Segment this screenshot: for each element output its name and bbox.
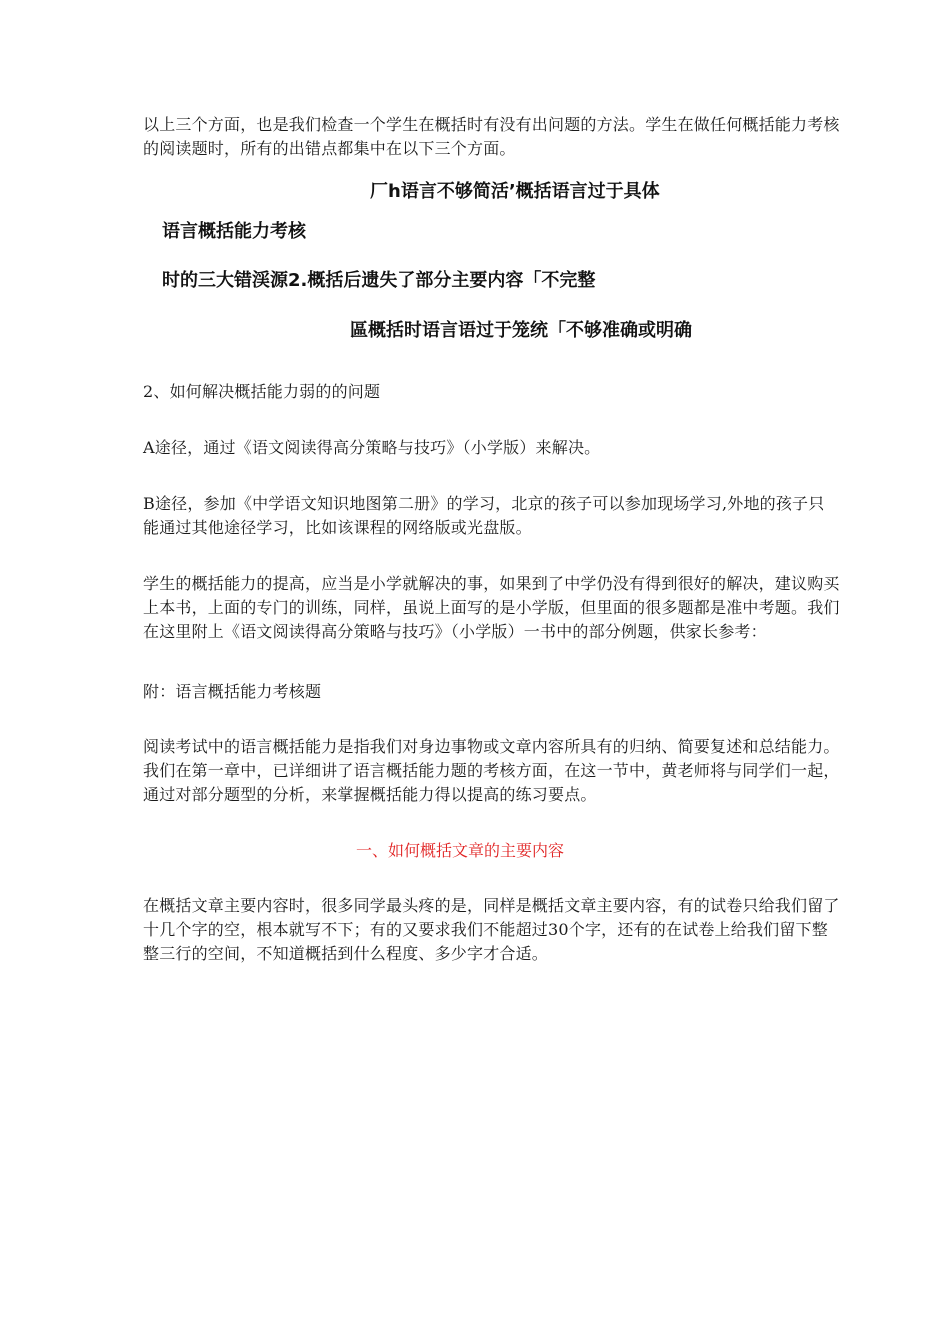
intro-line-1: 以上三个方面，也是我们检查一个学生在概括时有没有出问题的方法。学生在做任何概括能力考核 bbox=[143, 115, 840, 134]
recommendation-line-2: 上本书，上面的专门的训练，同样，虽说上面写的是小学版，但里面的很多题都是准中考题。我们 bbox=[143, 598, 840, 617]
closing-line-2: 十几个字的空，根本就写不下；有的又要求我们不能超过30个字，还有的在试卷上给我们留下整 bbox=[143, 920, 828, 939]
closing-paragraph bbox=[143, 894, 923, 966]
option-b-line-1: B途径，参加《中学语文知识地图第二册》的学习，北京的孩子可以参加现场学习,外地的孩子只 bbox=[143, 494, 825, 513]
diagram-branch-1: 厂h语言不够简活’概括语言过于具体 bbox=[370, 181, 660, 202]
appendix-label: 附：语言概括能力考核题 bbox=[143, 682, 322, 701]
closing-line-3: 整三行的空间，不知道概括到什么程度、多少字才合适。 bbox=[143, 944, 549, 963]
description-paragraph bbox=[143, 735, 923, 807]
option-b-line-2: 能通过其他途径学习，比如该课程的网络版或光盘版。 bbox=[143, 518, 532, 537]
option-b-paragraph bbox=[143, 492, 923, 540]
recommendation-line-1: 学生的概括能力的提高，应当是小学就解决的事，如果到了中学仍没有得到很好的解决，建议购买 bbox=[143, 574, 840, 593]
chapter-heading: 一、如何概括文章的主要内容 bbox=[356, 841, 565, 860]
diagram-root-label: 语言概括能力考核 bbox=[162, 221, 306, 242]
closing-line-1: 在概括文章主要内容时，很多同学最头疼的是，同样是概括文章主要内容，有的试卷只给我们留了 bbox=[143, 896, 840, 915]
section-2-title: 2、如何解决概括能力弱的的问题 bbox=[143, 382, 381, 401]
diagram-branch-2: 时的三大错渓源2.概括后遗失了部分主要内容「不完整 bbox=[162, 270, 596, 291]
option-a-paragraph: A途径，通过《语文阅读得高分策略与技巧》（小学版）来解决。 bbox=[143, 438, 601, 457]
recommendation-paragraph bbox=[143, 572, 923, 644]
description-line-1: 阅读考试中的语言概括能力是指我们对身边事物或文章内容所具有的归纳、简要复述和总结能力。 bbox=[143, 737, 840, 756]
description-line-2: 我们在第一章中，已详细讲了语言概括能力题的考核方面，在这一节中，黄老师将与同学们一起， bbox=[143, 761, 840, 780]
intro-paragraph bbox=[143, 113, 923, 161]
recommendation-line-3: 在这里附上《语文阅读得高分策略与技巧》（小学版）一书中的部分例题，供家长参考： bbox=[143, 622, 767, 641]
diagram-branch-3: 區概括时语言语过于笼统「不够准确或明确 bbox=[350, 320, 692, 341]
intro-line-2: 的阅读题时，所有的出错点都集中在以下三个方面。 bbox=[143, 139, 516, 158]
description-line-3: 通过对部分题型的分析，来掌握概括能力得以提高的练习要点。 bbox=[143, 785, 597, 804]
